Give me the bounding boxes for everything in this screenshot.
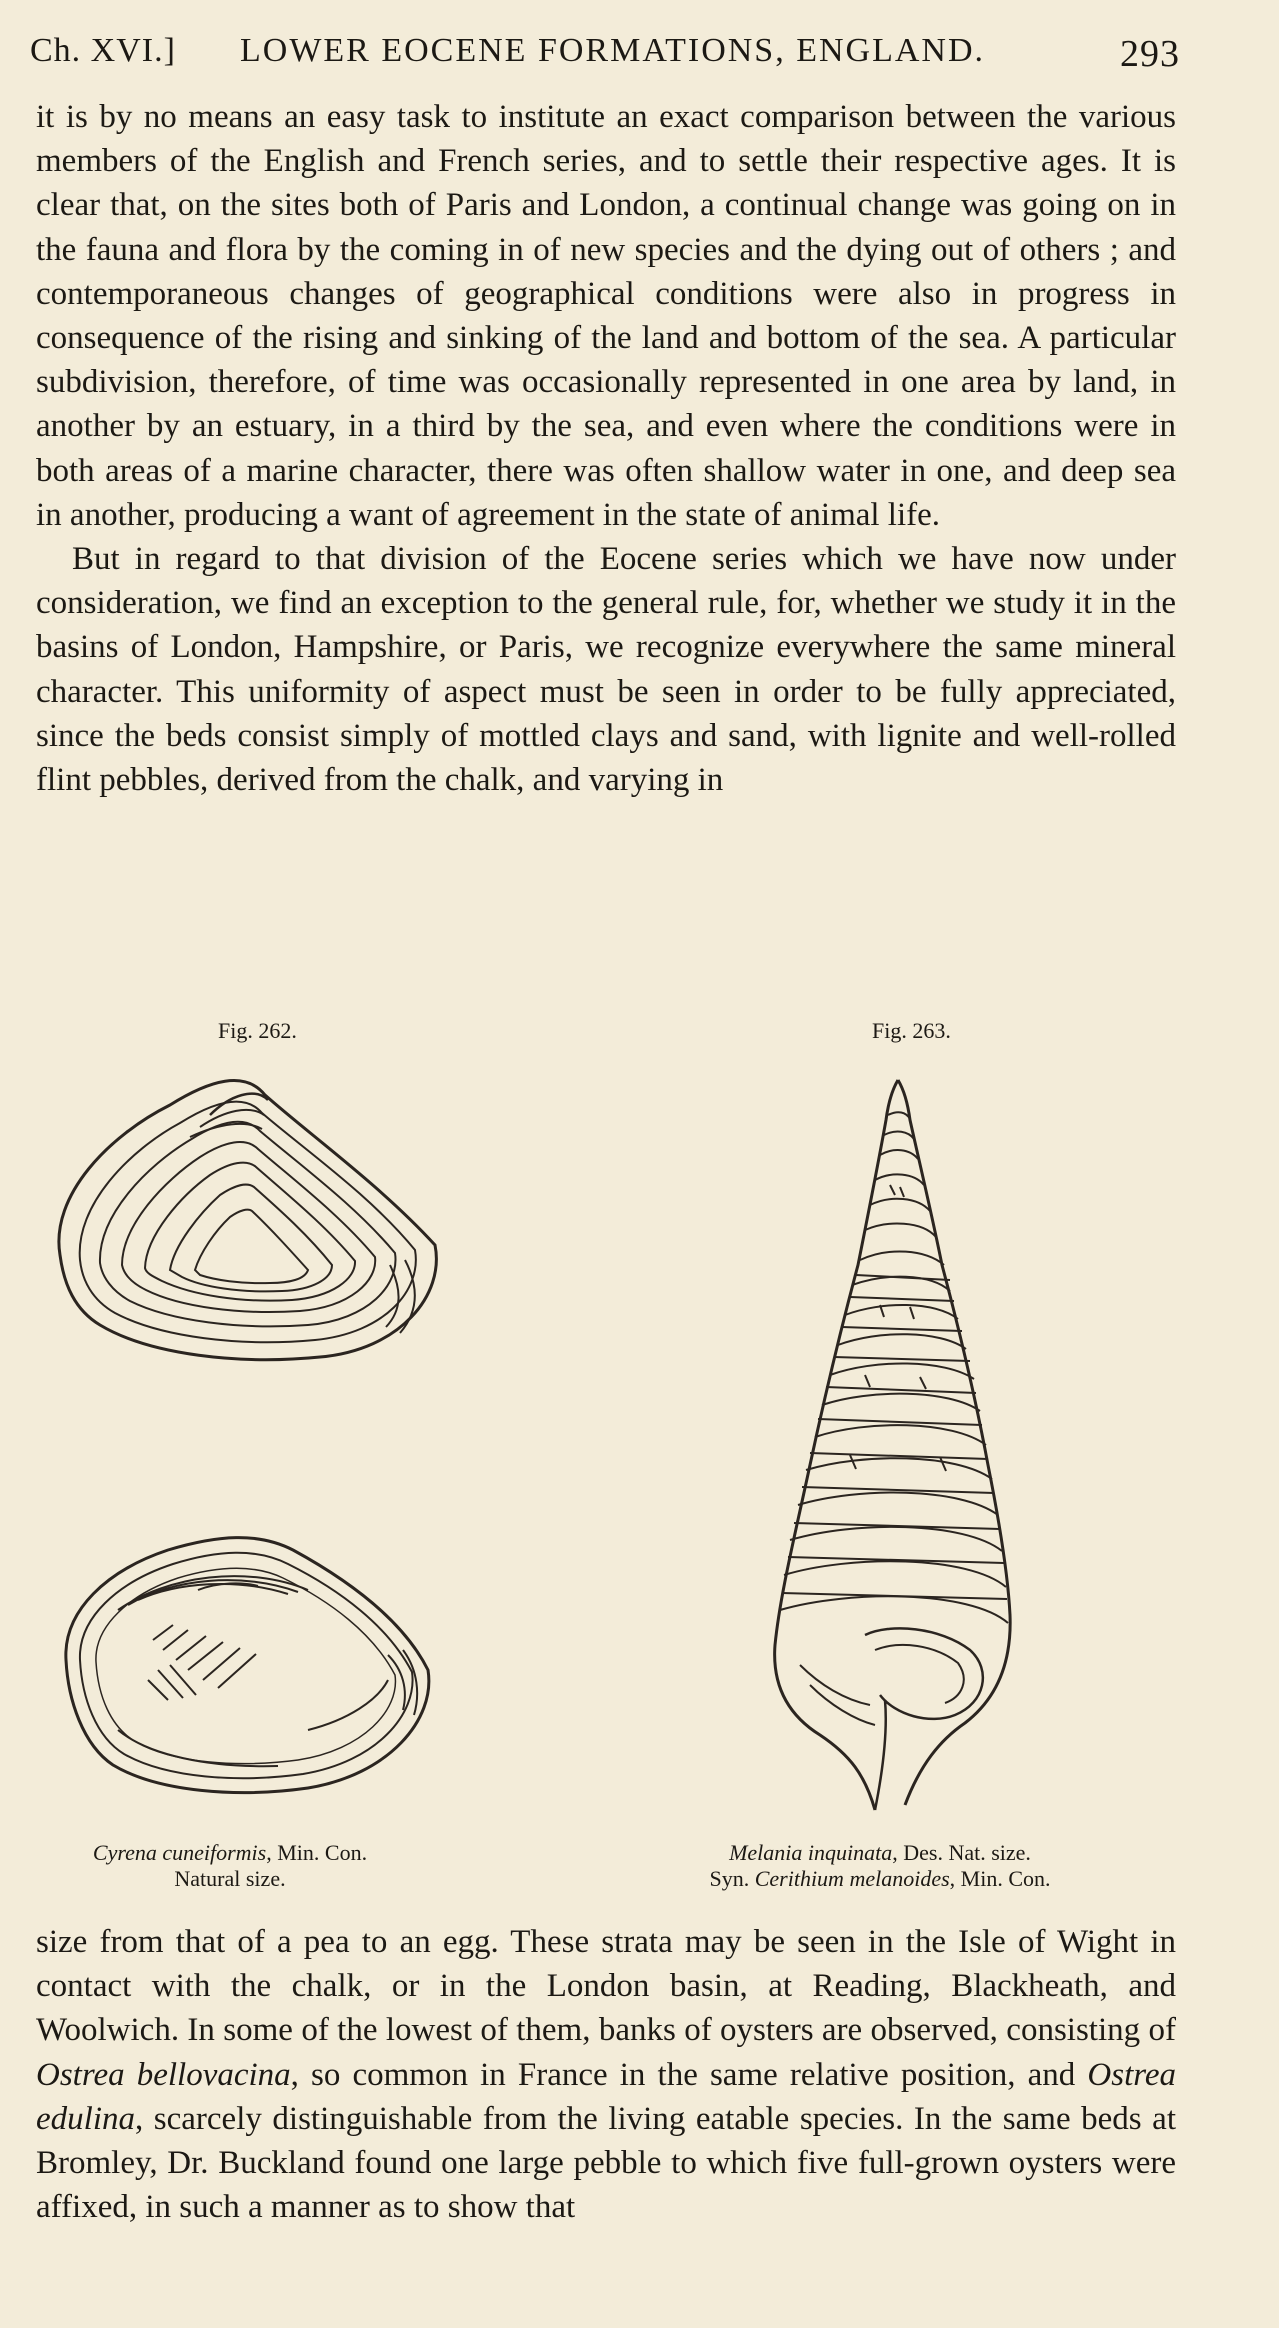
fig-263-syn-species: Cerithium melanoides [754, 1866, 950, 1891]
fig-263-label: Fig. 263. [872, 1018, 951, 1043]
species-ostrea-edulina: Ostrea edulina [36, 2056, 1176, 2137]
fig-263-species: Melania inquinata [729, 1840, 893, 1865]
species-ostrea-bellovacina: Ostrea bellovacina [36, 2056, 291, 2093]
running-header [30, 32, 1180, 80]
cyrena-shell-interior-illustration [58, 1530, 438, 1800]
fig-263-syn-authority: , Min. Con. [949, 1866, 1051, 1891]
fig-262-caption-line2: Natural size. [174, 1866, 286, 1891]
body-text-bottom [36, 1920, 1176, 2229]
paragraph-2: But in regard to that division of the Eocene series which we have now under consideration, we find an exception to the general rule, for, whether we study it in the basins of London, Hampshire, or Paris, we recognize everywhere the same mineral character. This uniformity of aspect must be seen in order to be fully appreciated, since the beds consist simply of mottled clays and sand, with lignite and well-rolled flint pebbles, derived from the chalk, and varying in [36, 541, 1176, 799]
fig-262-caption [40, 1840, 420, 1892]
fig-262-authority: , Min. Con. [266, 1840, 368, 1865]
paragraph-3-part-a: size from that of a pea to an egg. These strata may be seen in the Isle of Wight in contact with the chalk, or in the London basin, at Reading, Blackheath, and Woolwich. In some of the lowest of them, banks of oysters are observed, consisting of [36, 1924, 1176, 2049]
running-title: LOWER EOCENE FORMATIONS, ENGLAND. [240, 32, 986, 69]
fig-263-syn-prefix: Syn. [709, 1866, 755, 1891]
chapter-label: Ch. XVI.] [30, 32, 176, 69]
fig-263-caption-line2 [630, 1866, 1130, 1892]
cyrena-shell-exterior-illustration [50, 1065, 450, 1370]
body-text-top [36, 95, 1176, 802]
paragraph-3-part-e: , scarcely distinguishable from the living eatable species. In the same beds at Bromley, Dr. Buckland found one large pebble to which five full-grown oysters were affixed, in such a manner as to show that [36, 2100, 1176, 2226]
fig-263-caption [630, 1840, 1130, 1892]
paragraph-1: it is by no means an easy task to institute an exact comparison between the various members of the English and French series, and to settle their respective ages. It is clear that, on the sites both of Paris and London, a continual change was going on in the fauna and flora by the coming in of new species and the dying out of others ; and contemporaneous changes of geographical conditions were also in progress in consequence of the rising and sinking of the land and bottom of the sea. A particular subdivision, therefore, of time was occasionally represented in one area by land, in another by an estuary, in a third by the sea, and even where the conditions were in both areas of a marine character, there was often shallow water in one, and deep sea in another, producing a want of agreement in the state of animal life. [36, 99, 1176, 533]
fig-262-caption-line1 [40, 1840, 420, 1866]
fig-263-caption-line1 [630, 1840, 1130, 1866]
fig-262-label: Fig. 262. [218, 1018, 297, 1043]
page-number: 293 [1120, 33, 1180, 75]
paragraph-3 [36, 1920, 1176, 2229]
fig-263-authority: , Des. Nat. size. [892, 1840, 1031, 1865]
fig-262-species: Cyrena cuneiformis [92, 1840, 267, 1865]
melania-shell-illustration [770, 1075, 1015, 1815]
paragraph-3-part-c: , so common in France in the same relative position, and [290, 2056, 1088, 2093]
